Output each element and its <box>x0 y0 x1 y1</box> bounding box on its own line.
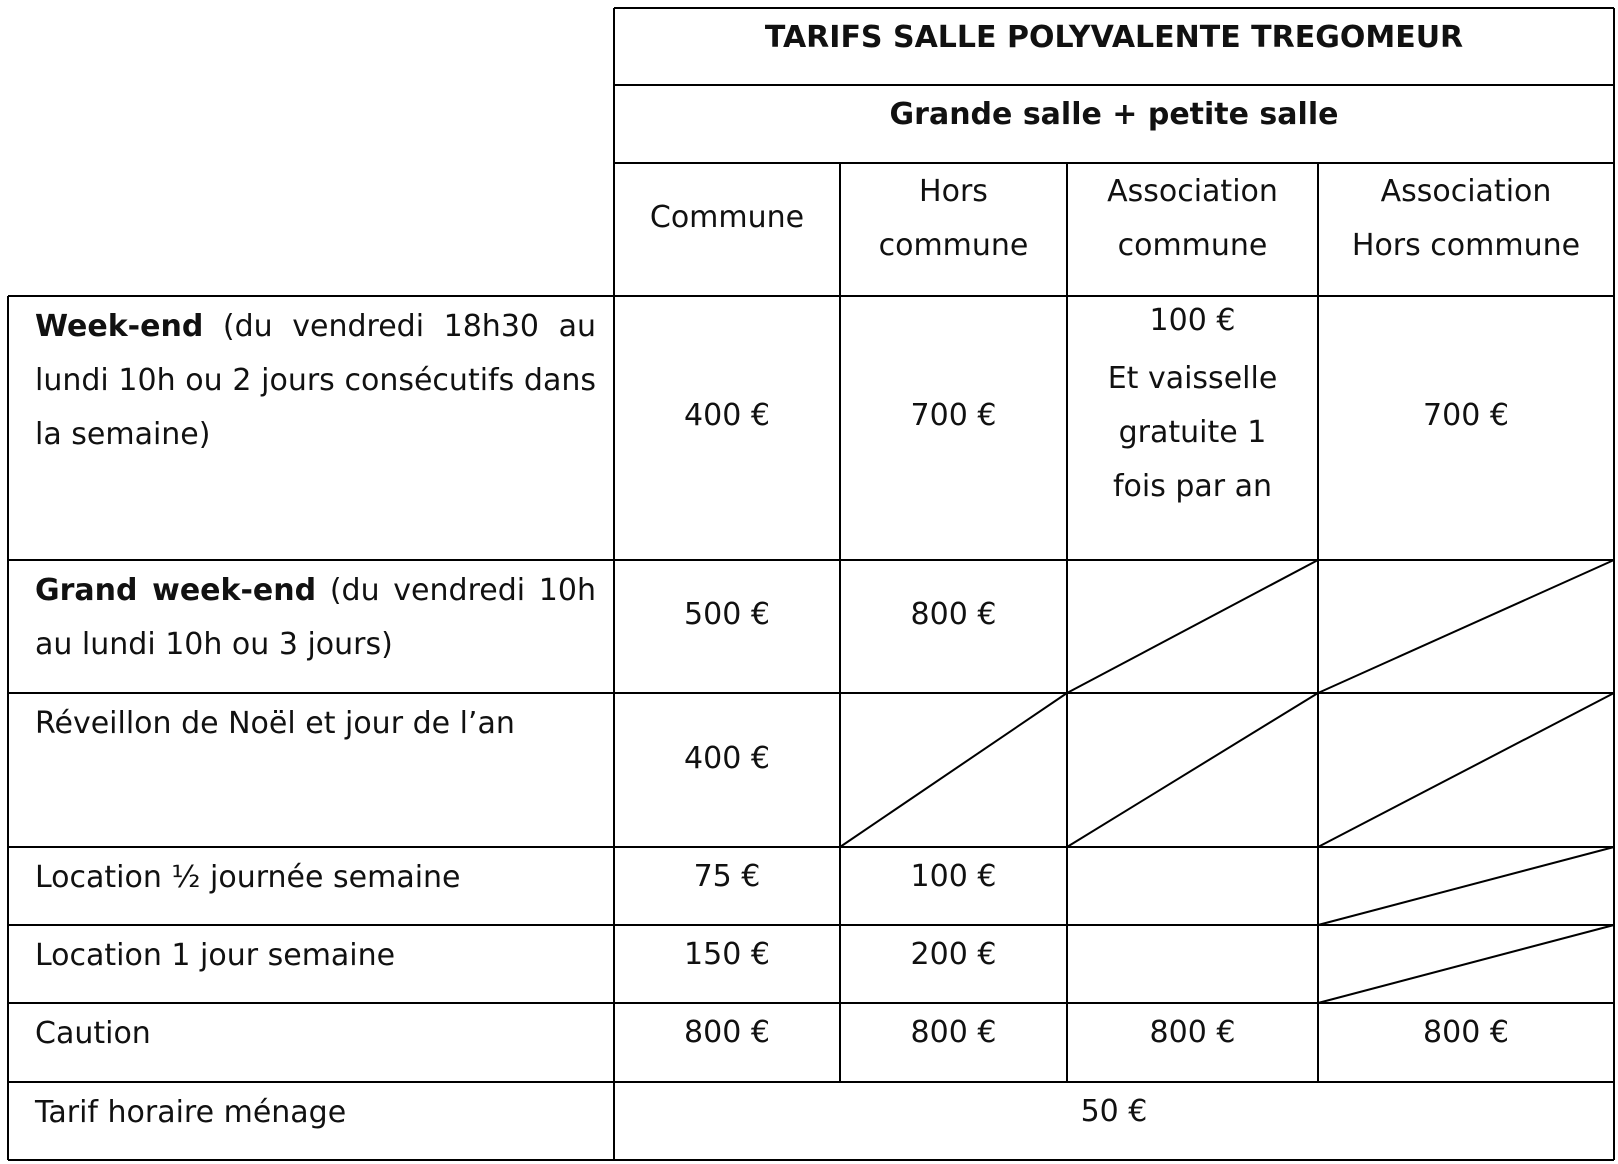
col-header-hors-line2: commune <box>878 228 1029 263</box>
cell-grand-weekend-hors-commune: 800 € <box>910 597 997 632</box>
cell-un-jour-commune: 150 € <box>684 937 770 972</box>
cell-weekend-association-commune <box>1067 296 1318 560</box>
strike-reveillon-assohors <box>1318 693 1614 847</box>
cell-weekend-commune: 400 € <box>684 398 770 433</box>
cell-un-jour-hors-commune: 200 € <box>910 937 997 972</box>
strike-reveillon-asso <box>1067 693 1318 847</box>
cell-menage-value: 50 € <box>1080 1094 1148 1129</box>
col-header-asso-line1: Association <box>1107 174 1278 209</box>
cell-weekend-hors-commune: 700 € <box>910 398 997 433</box>
cell-weekend-asso-note: Et vaisselle gratuite 1 fois par an <box>1107 361 1278 504</box>
cell-caution-commune: 800 € <box>684 1015 770 1050</box>
cell-caution-hors-commune: 800 € <box>910 1015 997 1050</box>
col-header-assohors-line1: Association <box>1380 174 1552 209</box>
cell-caution-association-commune: 800 € <box>1149 1015 1236 1050</box>
cell-caution-association-hors-commune: 800 € <box>1423 1015 1509 1050</box>
table-title: TARIFS SALLE POLYVALENTE TREGOMEUR <box>764 20 1464 55</box>
row-label-weekend-bold: Week-end <box>35 309 204 344</box>
strike-unjour-assohors <box>1318 925 1614 1003</box>
col-header-association-hors-commune <box>1318 163 1614 296</box>
cell-weekend-association-hors-commune: 700 € <box>1423 398 1509 433</box>
row-label-weekend <box>8 296 614 560</box>
row-label-grand-weekend-rest: (du vendredi 10h au lundi 10h ou 3 jours) <box>35 573 596 662</box>
row-label-caution: Caution <box>35 1016 151 1051</box>
strike-grandwe-assohors <box>1318 560 1614 693</box>
row-label-weekend-rest: (du vendredi 18h30 au lundi 10h ou 2 jours consécutifs dans la semaine) <box>35 309 596 452</box>
row-label-grand-weekend-bold: Grand week-end <box>35 573 317 608</box>
strike-demi-assohors <box>1318 847 1614 925</box>
row-label-demi-journee: Location ½ journée semaine <box>35 860 461 895</box>
cell-weekend-asso-price: 100 € <box>1149 303 1236 338</box>
strike-reveillon-hors <box>840 693 1067 847</box>
strike-grandwe-asso <box>1067 560 1318 693</box>
col-header-asso-line2: commune <box>1117 228 1268 263</box>
row-label-un-jour: Location 1 jour semaine <box>35 938 396 973</box>
cell-reveillon-commune: 400 € <box>684 741 770 776</box>
col-header-assohors-line2: Hors commune <box>1351 228 1581 263</box>
row-label-menage: Tarif horaire ménage <box>35 1095 347 1130</box>
col-header-association-commune <box>1067 163 1318 296</box>
row-label-grand-weekend <box>8 560 614 693</box>
col-header-hors-line1: Hors <box>919 174 988 209</box>
col-header-commune: Commune <box>649 200 805 235</box>
table-subtitle: Grande salle + petite salle <box>889 97 1339 132</box>
cell-demi-journee-hors-commune: 100 € <box>910 859 997 894</box>
col-header-hors-commune <box>840 163 1067 296</box>
row-label-reveillon: Réveillon de Noël et jour de l’an <box>35 706 515 741</box>
cell-grand-weekend-commune: 500 € <box>684 597 770 632</box>
cell-demi-journee-commune: 75 € <box>693 859 761 894</box>
